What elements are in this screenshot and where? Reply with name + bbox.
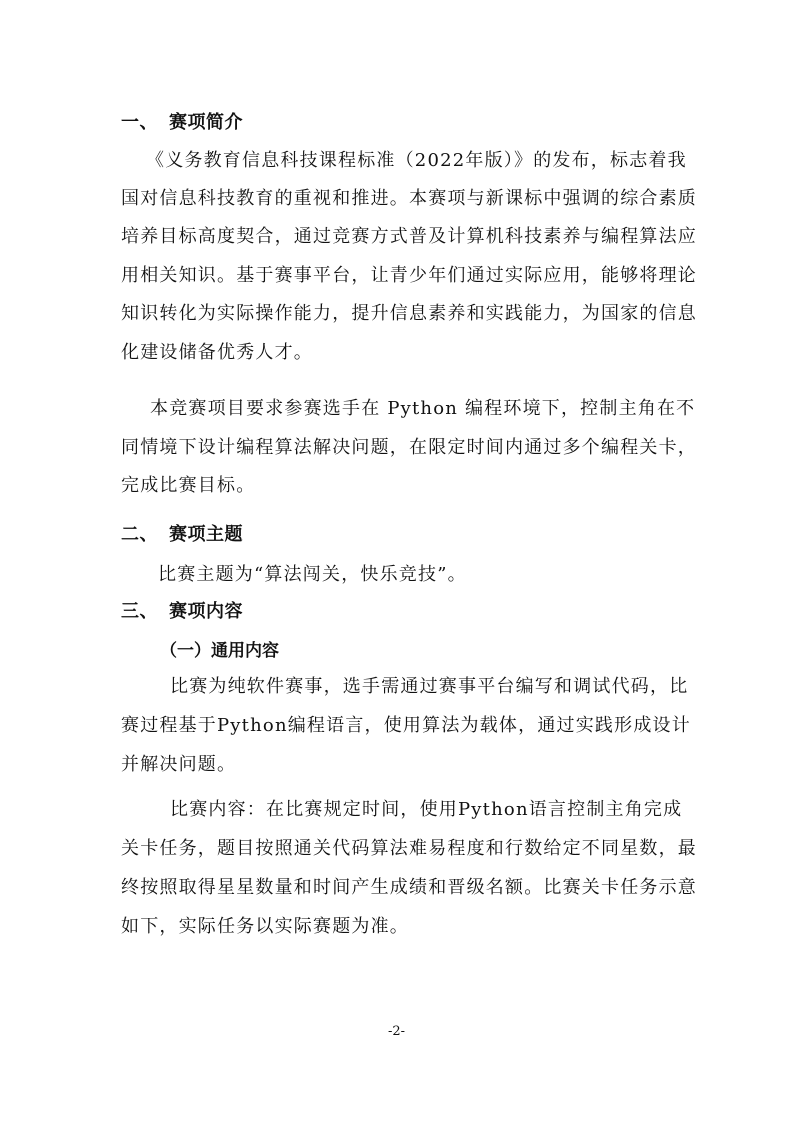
section-1-title: 赛项简介 (169, 112, 243, 133)
section-1-number: 一、 (121, 112, 158, 133)
section-1-heading (121, 108, 243, 134)
section-3-subheading-1: （一）通用内容 (160, 641, 279, 661)
section-3-para-2-line-1: 比赛内容：在比赛规定时间，使用Python语言控制主角完成 (170, 799, 683, 820)
section-3-title: 赛项内容 (169, 601, 243, 622)
section-1-para-1-line-3: 培养目标高度契合，通过竞赛方式普及计算机科技素养与编程算法应 (121, 226, 697, 247)
section-1-para-1-line-2: 国对信息科技教育的重视和推进。本赛项与新课标中强调的综合素质 (121, 188, 697, 209)
section-2-para-line: 比赛主题为“算法闯关，快乐竞技”。 (158, 564, 467, 585)
section-2-heading (121, 520, 243, 546)
section-3-para-2-line-3: 终按照取得星星数量和时间产生成绩和晋级名额。比赛关卡任务示意 (121, 877, 697, 898)
section-3-para-2-line-4: 如下，实际任务以实际赛题为准。 (121, 916, 409, 937)
section-1-para-2-line-2: 同情境下设计编程算法解决问题，在限定时间内通过多个编程关卡， (121, 437, 697, 458)
section-1-para-2-line-1: 本竞赛项目要求参赛选手在 Python 编程环境下，控制主角在不 (150, 398, 696, 419)
section-1-para-1-line-5: 知识转化为实际操作能力，提升信息素养和实践能力，为国家的信息 (121, 303, 697, 324)
section-1-para-1-line-4: 用相关知识。基于赛事平台，让青少年们通过实际应用，能够将理论 (121, 265, 697, 286)
page-number: -2- (387, 1024, 406, 1039)
section-3-para-1-line-1: 比赛为纯软件赛事，选手需通过赛事平台编写和调试代码，比 (170, 676, 689, 697)
section-1-para-2-line-3: 完成比赛目标。 (121, 475, 256, 496)
section-3-heading (121, 597, 243, 623)
section-3-number: 三、 (121, 601, 158, 622)
section-3-para-2-line-2: 关卡任务，题目按照通关代码算法难易程度和行数给定不同星数，最 (121, 838, 697, 859)
section-3-para-1-line-3: 并解决问题。 (121, 754, 237, 775)
section-1-para-1-line-1: 《义务教育信息科技课程标准（2022年版）》的发布，标志着我 (146, 150, 687, 171)
section-2-number: 二、 (121, 524, 158, 545)
section-3-para-1-line-2: 赛过程基于Python编程语言，使用算法为载体，通过实践形成设计 (121, 715, 691, 736)
section-1-para-1-line-6: 化建设储备优秀人才。 (121, 342, 313, 363)
section-2-title: 赛项主题 (169, 524, 243, 545)
